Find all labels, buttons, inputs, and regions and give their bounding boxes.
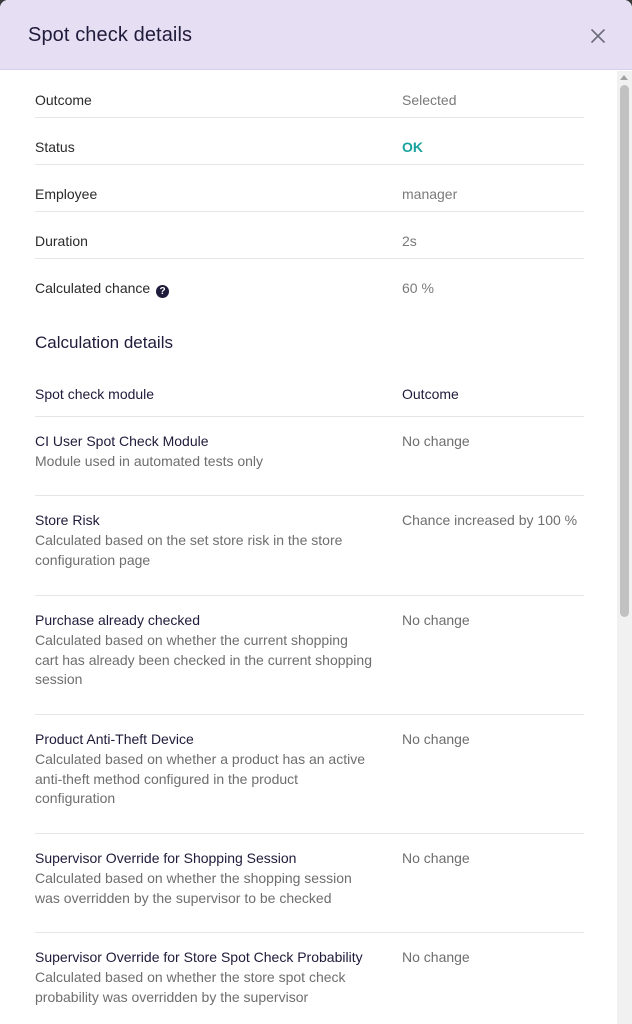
summary-value: manager xyxy=(402,186,458,202)
module-outcome: No change xyxy=(402,949,470,965)
module-name: Supervisor Override for Store Spot Check Probability xyxy=(35,949,363,965)
modal-body xyxy=(0,71,632,1024)
module-description: Module used in automated tests only xyxy=(35,453,264,469)
table-header-row xyxy=(35,369,584,417)
modal-title: Spot check details xyxy=(28,24,193,46)
summary-value: Selected xyxy=(402,92,457,108)
table-row xyxy=(35,715,584,834)
module-description: Calculated based on whether a product has an active anti-theft method configured in the product configuration xyxy=(35,751,365,806)
summary-label: Duration xyxy=(35,233,88,249)
close-button[interactable] xyxy=(586,24,610,48)
summary-label: Calculated chance xyxy=(35,280,151,296)
status-value: OK xyxy=(402,139,423,155)
summary-row-status xyxy=(35,118,584,165)
summary-row-employee xyxy=(35,165,584,212)
summary-label: Status xyxy=(35,139,75,155)
summary-value: 2s xyxy=(402,233,417,249)
summary-label: Outcome xyxy=(35,92,92,108)
module-description: Calculated based on whether the store spot check probability was overridden by the supervisor xyxy=(35,969,346,1005)
calculation-table xyxy=(35,369,584,1024)
summary-row-calculated-chance xyxy=(35,259,584,306)
calculation-details-title: Calculation details xyxy=(35,333,173,352)
module-name: Purchase already checked xyxy=(35,612,200,628)
module-description: Calculated based on whether the shopping session was overridden by the supervisor to be checked xyxy=(35,870,352,906)
details-content xyxy=(35,71,584,1005)
module-description: Calculated based on whether the current shopping cart has already been checked in the current shopping session xyxy=(35,632,372,687)
module-outcome: Chance increased by 100 % xyxy=(402,512,578,528)
close-icon xyxy=(586,24,610,48)
table-row xyxy=(35,933,584,1024)
module-outcome: No change xyxy=(402,433,470,449)
module-outcome: No change xyxy=(402,612,470,628)
module-name: CI User Spot Check Module xyxy=(35,433,209,449)
summary-row-outcome xyxy=(35,71,584,118)
column-header-module: Spot check module xyxy=(35,386,155,402)
table-row xyxy=(35,834,584,933)
module-description: Calculated based on the set store risk in the store configuration page xyxy=(35,532,343,568)
summary-label: Employee xyxy=(35,186,98,202)
scrollbar[interactable] xyxy=(617,71,632,1024)
module-outcome: No change xyxy=(402,731,470,747)
module-outcome: No change xyxy=(402,850,470,866)
help-icon[interactable]: ? xyxy=(156,285,169,298)
scrollbar-thumb[interactable] xyxy=(620,85,629,617)
scroll-up-icon[interactable] xyxy=(620,75,628,80)
table-row xyxy=(35,596,584,715)
summary-label-with-help xyxy=(35,280,169,298)
module-name: Product Anti-Theft Device xyxy=(35,731,194,747)
module-name: Supervisor Override for Shopping Session xyxy=(35,850,297,866)
table-row xyxy=(35,496,584,596)
summary-row-duration xyxy=(35,212,584,259)
summary-value: 60 % xyxy=(402,280,434,296)
modal-header xyxy=(0,0,632,70)
column-header-outcome: Outcome xyxy=(402,386,459,402)
module-name: Store Risk xyxy=(35,512,100,528)
table-row xyxy=(35,417,584,496)
